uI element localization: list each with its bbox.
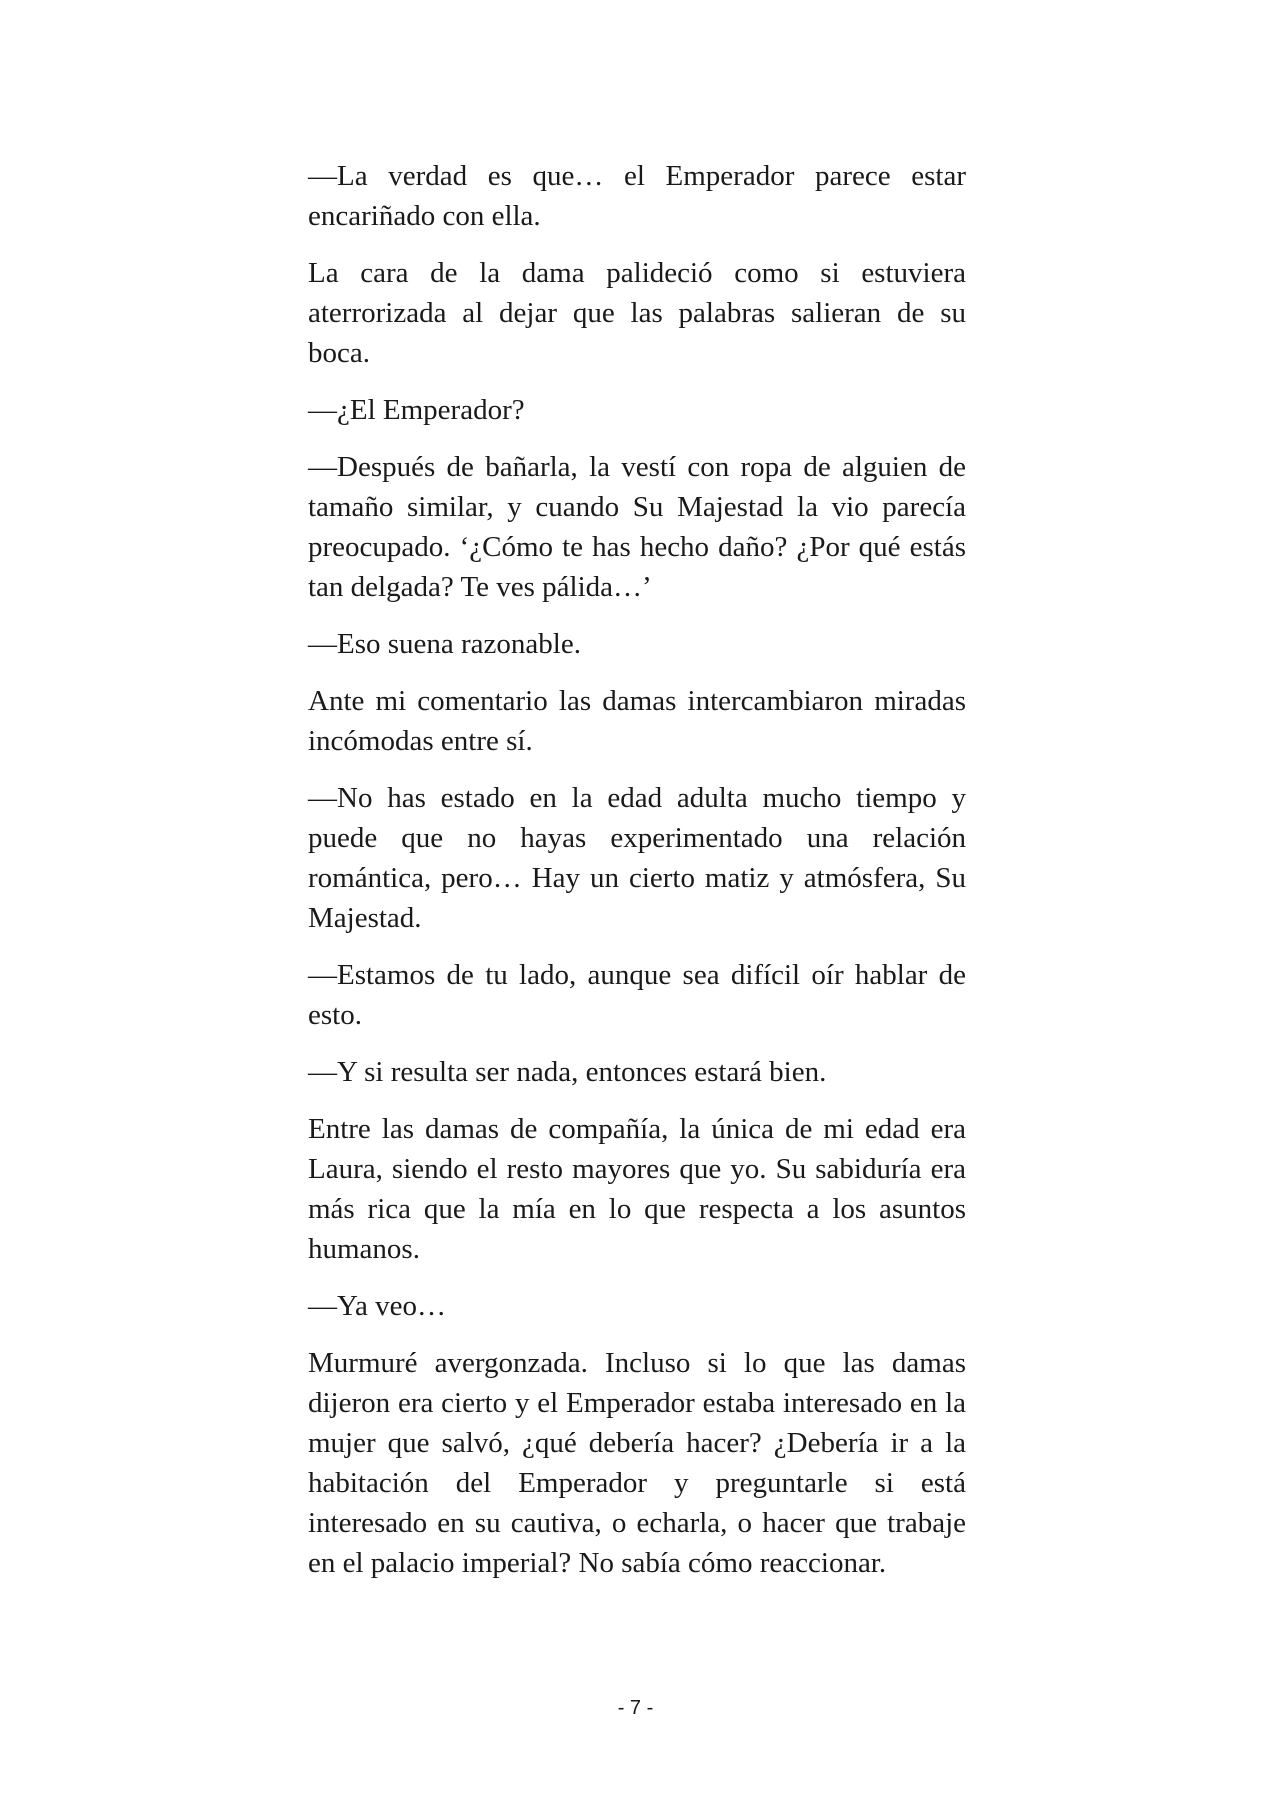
page-number: - 7 - [617,1697,654,1719]
paragraph-7: —No has estado en la edad adulta mucho tiempo y puede que no hayas experimentado una relación romántica, pero… Hay un cierto matiz y atmósfera, Su Majestad. [308,782,966,934]
paragraph-11: —Ya veo… [308,1290,447,1322]
paragraph-10: Entre las damas de compañía, la única de mi edad era Laura, siendo el resto mayores que yo. Su sabiduría era más rica que la mía en lo que respecta a los asuntos humanos. [308,1113,966,1265]
paragraph-3: —¿El Emperador? [308,394,525,426]
paragraph-2: La cara de la dama palideció como si estuviera aterrorizada al dejar que las palabras salieran de su boca. [308,257,966,369]
paragraph-1: —La verdad es que… el Emperador parece estar encariñado con ella. [308,160,966,232]
paragraph-5: —Eso suena razonable. [308,628,581,660]
body-text [308,156,966,1600]
paragraph-9: —Y si resulta ser nada, entonces estará bien. [308,1056,827,1088]
paragraph-4: —Después de bañarla, la vestí con ropa de alguien de tamaño similar, y cuando Su Majestad la vio parecía preocupado. ‘¿Cómo te has hecho daño? ¿Por qué estás tan delgada? Te ves pálida…’ [308,451,966,603]
paragraph-6: Ante mi comentario las damas intercambiaron miradas incómodas entre sí. [308,685,966,757]
paragraph-12: Murmuré avergonzada. Incluso si lo que las damas dijeron era cierto y el Emperador estaba interesado en la mujer que salvó, ¿qué debería hacer? ¿Debería ir a la habitación del Emperador y preguntarle si está interesado en su cautiva, o echarla, o hacer que trabaje en el palacio imperial? No sabía cómo reaccionar. [308,1347,966,1579]
paragraph-8: —Estamos de tu lado, aunque sea difícil oír hablar de esto. [308,959,966,1031]
